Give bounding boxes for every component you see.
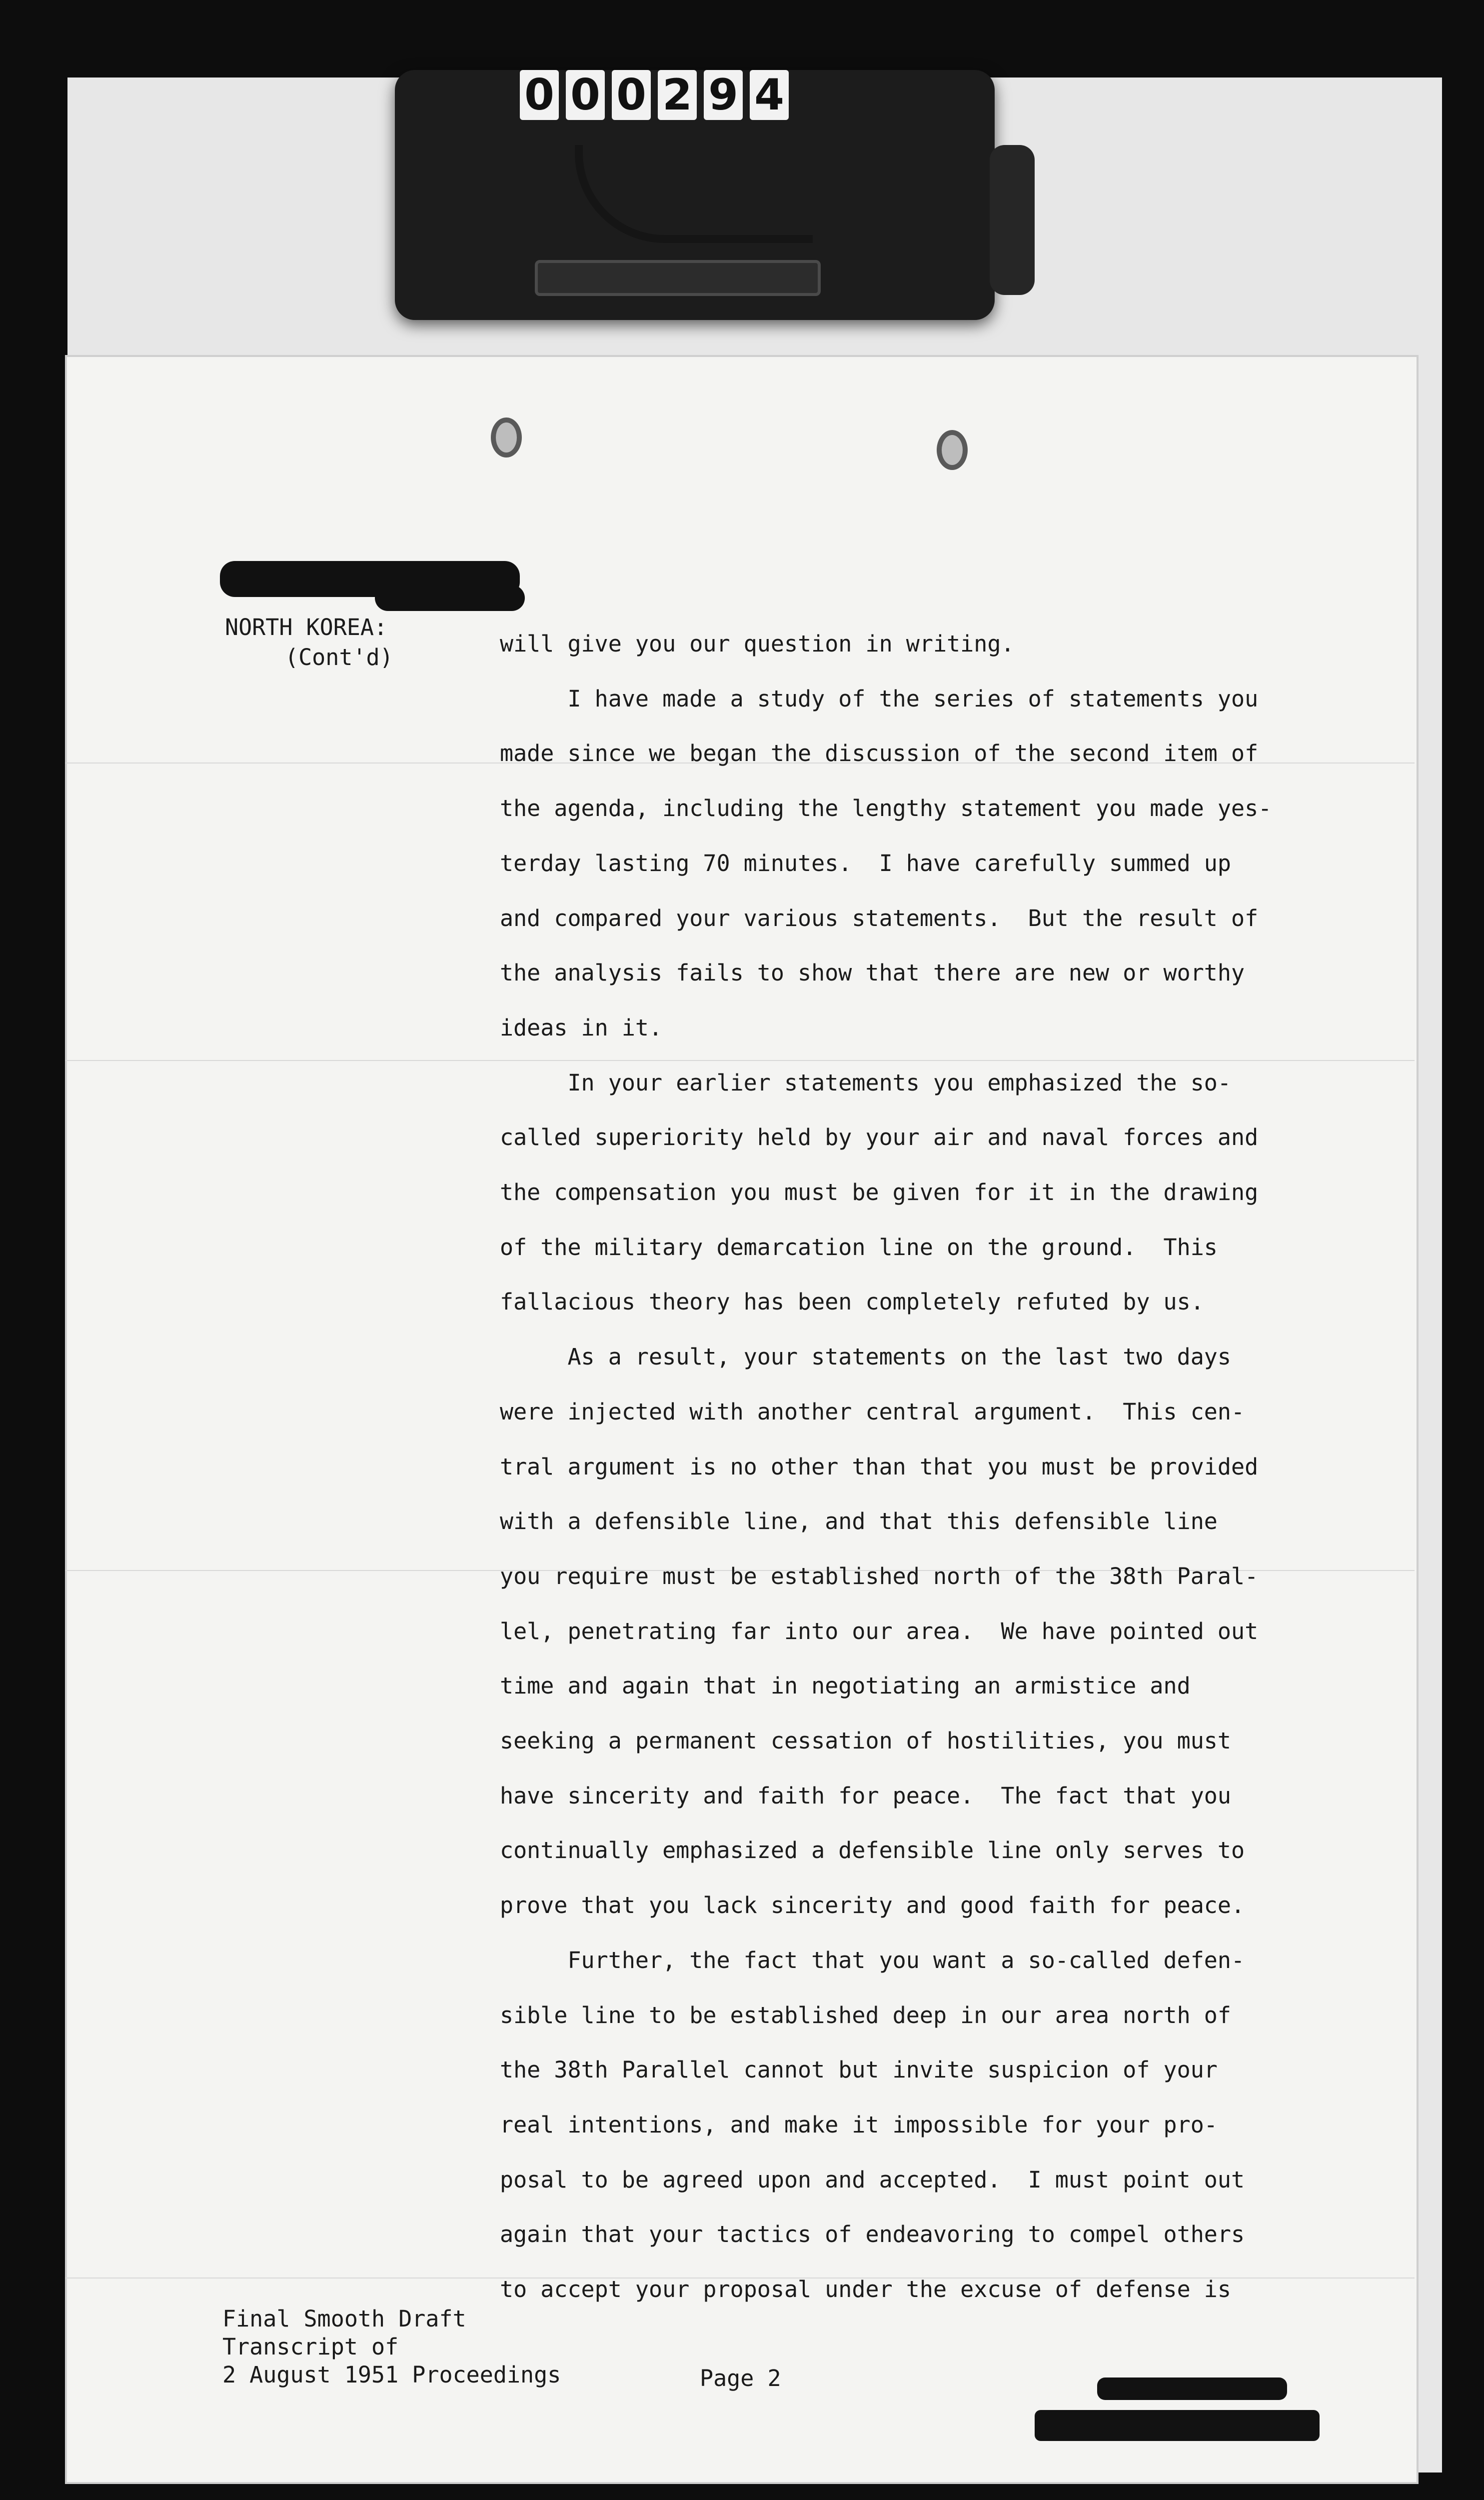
transcript-line: seeking a permanent cessation of hostilities, you must — [500, 1728, 1231, 1754]
transcript-line: have sincerity and faith for peace. The fact that you — [500, 1782, 1231, 1809]
transcript-line: terday lasting 70 minutes. I have carefully summed up — [500, 850, 1231, 876]
frame-counter-digits — [520, 70, 789, 120]
transcript-line: with a defensible line, and that this defensible line — [500, 1508, 1218, 1535]
counter-cable — [575, 145, 813, 243]
transcript-line: the 38th Parallel cannot but invite suspicion of your — [500, 2056, 1218, 2084]
transcript-line: again that your tactics of endeavoring to compel others — [500, 2221, 1245, 2248]
transcript-line: In your earlier statements you emphasized the so- — [500, 1069, 1231, 1096]
transcript-line: time and again that in negotiating an armistice and — [500, 1672, 1191, 1700]
counter-digit: 0 — [566, 70, 605, 120]
transcript-line: real intentions, and make it impossible for your pro- — [500, 2111, 1218, 2138]
transcript-line: the analysis fails to show that there are new or worthy — [500, 960, 1245, 986]
classification-stamp-redacted — [1035, 2410, 1320, 2441]
document-footer — [222, 2305, 561, 2389]
counter-digit: 2 — [658, 70, 697, 120]
speaker-name: NORTH KOREA: — [225, 614, 388, 640]
footer-line: Transcript of — [222, 2334, 399, 2360]
transcript-line: called superiority held by your air and naval forces and — [500, 1124, 1259, 1151]
counter-digit: 9 — [704, 70, 743, 120]
transcript-line: the compensation you must be given for it in the drawing — [500, 1179, 1259, 1206]
counter-digit: 4 — [750, 70, 789, 120]
speaker-label — [225, 612, 393, 672]
counter-digit: 0 — [520, 70, 559, 120]
transcript-line: I have made a study of the series of statements you — [500, 685, 1259, 712]
transcript-line: prove that you lack sincerity and good faith for peace. — [500, 1892, 1245, 1919]
transcript-line: you require must be established north of the 38th Paral- — [500, 1562, 1259, 1590]
transcript-line: lel, penetrating far into our area. We have pointed out — [500, 1618, 1259, 1644]
speaker-continued: (Cont'd) — [285, 644, 393, 670]
footer-line: Final Smooth Draft — [222, 2306, 466, 2332]
transcript-line: and compared your various statements. But the result of — [500, 904, 1259, 932]
transcript-line: will give you our question in writing. — [500, 630, 1015, 657]
punch-hole — [491, 418, 522, 458]
counter-digit: 0 — [612, 70, 651, 120]
transcript-line: were injected with another central argument. This cen- — [500, 1398, 1245, 1425]
transcript-line: posal to be agreed upon and accepted. I must point out — [500, 2166, 1245, 2193]
transcript-line: fallacious theory has been completely refuted by us. — [500, 1288, 1204, 1316]
redaction-mark — [375, 585, 525, 611]
page-number: Page 2 — [700, 2365, 781, 2392]
counter-slot — [535, 260, 821, 296]
transcript-line: tral argument is no other than that you must be provided — [500, 1453, 1259, 1480]
transcript-line: ideas in it. — [500, 1014, 663, 1041]
transcript-line: of the military demarcation line on the ground. This — [500, 1234, 1218, 1260]
transcript-body — [500, 616, 1310, 2317]
transcript-line: made since we began the discussion of the second item of — [500, 740, 1259, 767]
counter-knob — [990, 145, 1035, 295]
classification-stamp-redacted — [1097, 2378, 1287, 2400]
transcript-line: continually emphasized a defensible line only serves to — [500, 1837, 1245, 1864]
punch-hole — [937, 430, 968, 470]
transcript-line: the agenda, including the lengthy statement you made yes- — [500, 795, 1272, 822]
footer-line: 2 August 1951 Proceedings — [222, 2362, 561, 2388]
transcript-line: sible line to be established deep in our area north of — [500, 2002, 1231, 2028]
transcript-line: Further, the fact that you want a so-called defen- — [500, 1946, 1245, 1974]
transcript-line: to accept your proposal under the excuse of defense is — [500, 2276, 1231, 2303]
transcript-line: As a result, your statements on the last two days — [500, 1344, 1231, 1370]
